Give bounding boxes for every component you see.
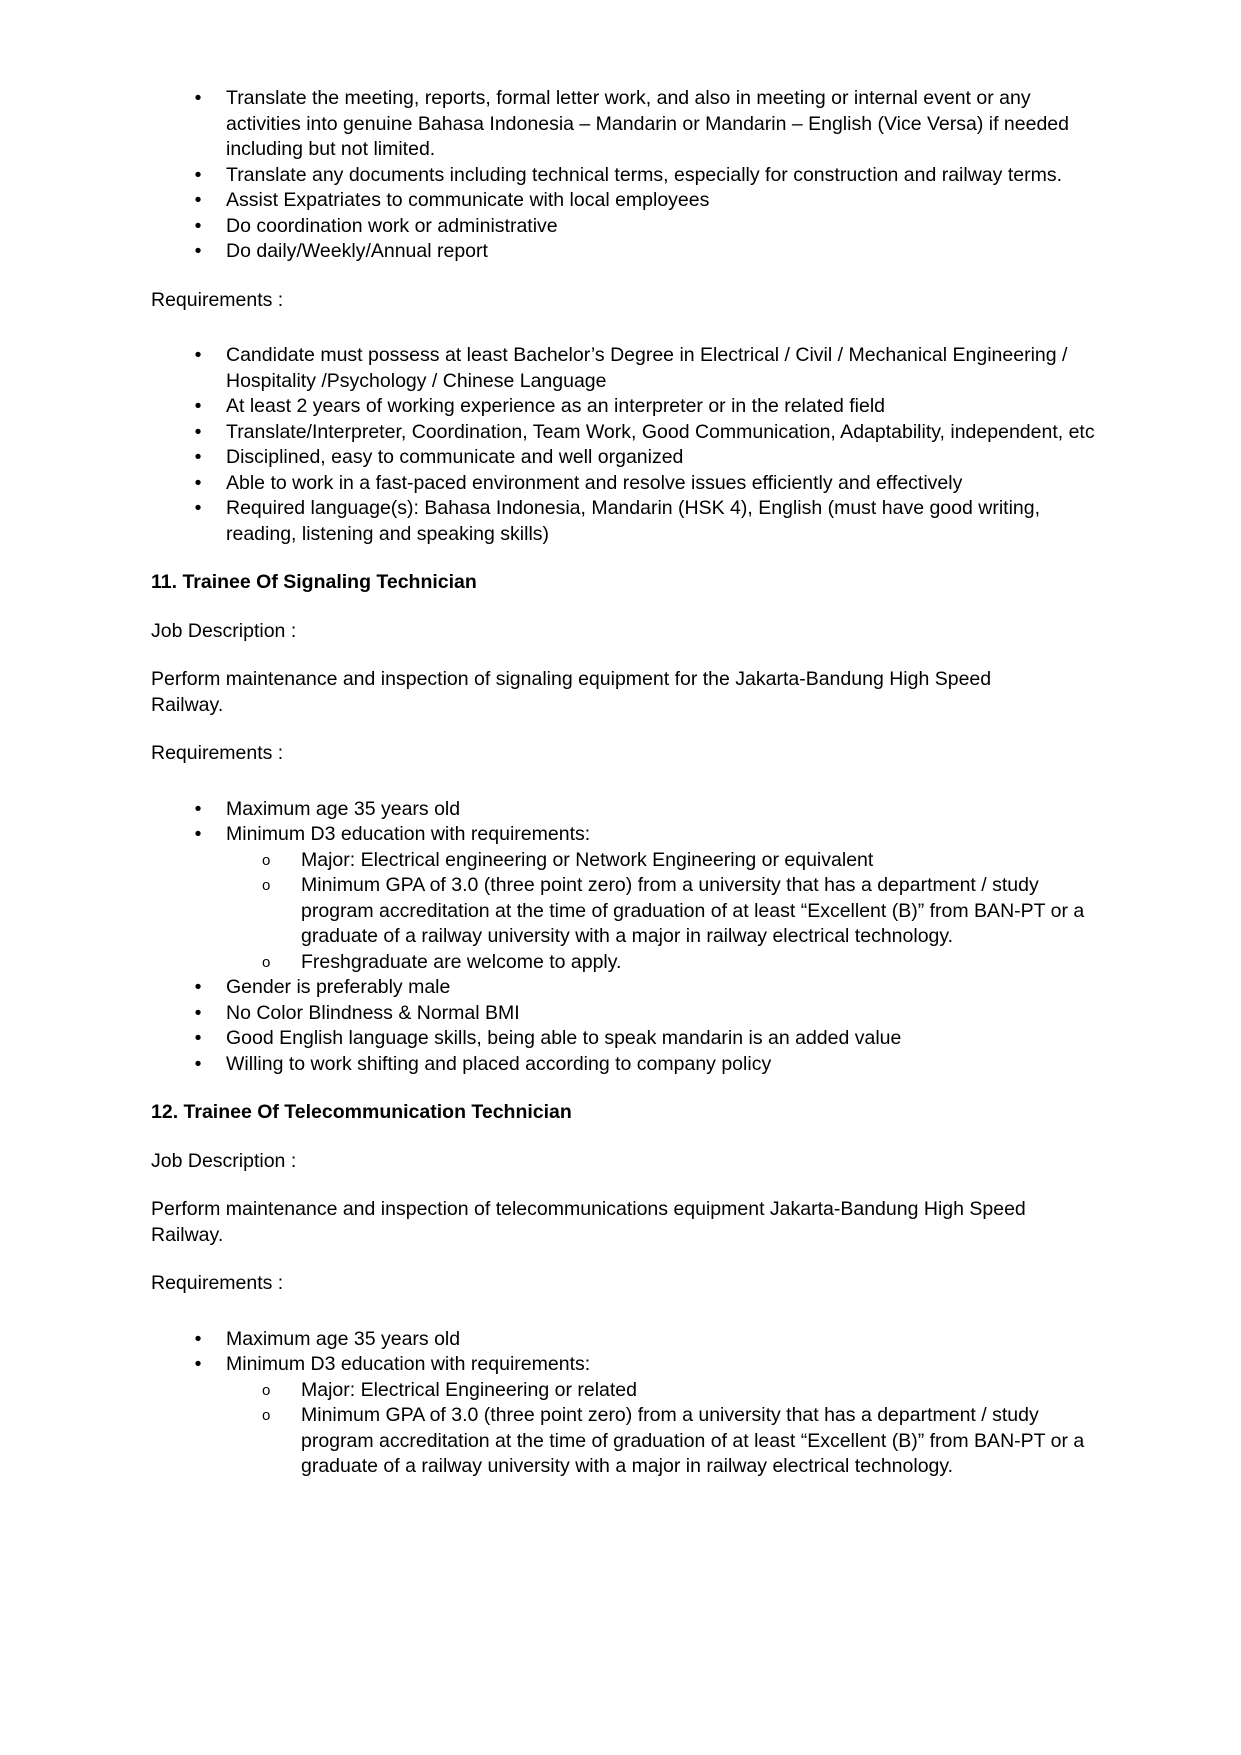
sub-list-item: o Freshgraduate are welcome to apply. bbox=[151, 950, 1101, 976]
requirements-label: Requirements : bbox=[151, 1272, 284, 1294]
list-item: • Minimum D3 education with requirements: o Major: Electrical engineering or Network Engineering or equivalent o Minimum GPA of 3.0 (three point zero) from a university that has a department / study program accreditation at the time of graduation of at least “Excellent (B)” from BAN-PT or a graduate of a railway university with a major in railway electrical technology. o Freshgraduate are welcome to apply. bbox=[151, 822, 1101, 975]
bullet-icon: • bbox=[194, 420, 202, 443]
job-description-label: Job Description : bbox=[151, 619, 297, 642]
list-item: • Good English language skills, being able to speak mandarin is an added value bbox=[151, 1026, 1101, 1052]
requirements-label: Requirements : bbox=[151, 742, 284, 764]
circle-bullet-icon: o bbox=[262, 1381, 271, 1399]
list-item: • Translate/Interpreter, Coordination, Team Work, Good Communication, Adaptability, independent, etc bbox=[151, 420, 1101, 446]
bullet-icon: • bbox=[194, 87, 202, 109]
job-description-text: Perform maintenance and inspection of signaling equipment for the Jakarta-Bandung High Speed Railway. bbox=[151, 668, 992, 716]
section-11-title: 11. Trainee Of Signaling Technician bbox=[151, 571, 477, 593]
bullet-icon: • bbox=[194, 395, 202, 417]
bullet-icon: • bbox=[194, 471, 202, 494]
education-sub-list bbox=[226, 1378, 1101, 1480]
list-item: • At least 2 years of working experience as an interpreter or in the related field bbox=[151, 394, 1101, 420]
sub-list-item: o Major: Electrical Engineering or related bbox=[151, 1378, 1101, 1404]
sub-list-item: o Minimum GPA of 3.0 (three point zero) from a university that has a department / study program accreditation at the time of graduation of at least “Excellent (B)” from BAN-PT or a graduate of a railway university with a major in railway electrical technology. bbox=[262, 874, 1085, 947]
bullet-icon: • bbox=[194, 240, 202, 262]
list-item: • Translate any documents including technical terms, especially for construction and railway terms. bbox=[151, 163, 1101, 189]
list-item: • Required language(s): Bahasa Indonesia, Mandarin (HSK 4), English (must have good writing, reading, listening and speaking skills) bbox=[194, 497, 1041, 545]
interpreter-duties-list bbox=[151, 86, 1101, 265]
list-item: • Translate the meeting, reports, formal letter work, and also in meeting or internal event or any activities into genuine Bahasa Indonesia – Mandarin or Mandarin – English (Vice Versa) if needed including but not limited. bbox=[194, 87, 1069, 160]
bullet-icon: • bbox=[194, 163, 202, 186]
list-item: • Candidate must possess at least Bachelor’s Degree in Electrical / Civil / Mechanical Engineering / Hospitality /Psychology / Chinese Language bbox=[194, 344, 1068, 392]
bullet-icon: • bbox=[194, 797, 202, 820]
circle-bullet-icon: o bbox=[262, 953, 271, 971]
circle-bullet-icon: o bbox=[262, 877, 271, 894]
list-item: • Do coordination work or administrative bbox=[151, 214, 1101, 240]
bullet-icon: • bbox=[194, 976, 202, 998]
bullet-icon: • bbox=[194, 214, 202, 237]
section-12-requirements-list bbox=[151, 1327, 1101, 1480]
list-item: • Maximum age 35 years old bbox=[151, 1327, 1101, 1353]
list-item: • Do daily/Weekly/Annual report bbox=[151, 239, 1101, 265]
list-item: • Gender is preferably male bbox=[151, 975, 1101, 1001]
bullet-icon: • bbox=[194, 189, 202, 211]
education-sub-list bbox=[226, 848, 1101, 976]
circle-bullet-icon: o bbox=[262, 1407, 271, 1424]
bullet-icon: • bbox=[194, 1353, 202, 1375]
job-description-text: Perform maintenance and inspection of telecommunications equipment Jakarta-Bandung High Speed Railway. bbox=[151, 1198, 1026, 1246]
bullet-icon: • bbox=[194, 446, 202, 468]
bullet-icon: • bbox=[194, 1052, 202, 1075]
list-item: • Willing to work shifting and placed according to company policy bbox=[151, 1052, 1101, 1078]
bullet-icon: • bbox=[194, 1327, 202, 1350]
circle-bullet-icon: o bbox=[262, 851, 271, 869]
list-item: • Disciplined, easy to communicate and well organized bbox=[151, 445, 1101, 471]
section-12-title: 12. Trainee Of Telecommunication Technician bbox=[151, 1101, 572, 1123]
list-item: • Minimum D3 education with requirements: o Major: Electrical Engineering or related o Minimum GPA of 3.0 (three point zero) from a university that has a department / study program accreditation at the time of graduation of at least “Excellent (B)” from BAN-PT or a graduate of a railway university with a major in railway electrical technology. bbox=[151, 1352, 1101, 1480]
sub-list-item: o Minimum GPA of 3.0 (three point zero) from a university that has a department / study program accreditation at the time of graduation of at least “Excellent (B)” from BAN-PT or a graduate of a railway university with a major in railway electrical technology. bbox=[262, 1404, 1085, 1477]
bullet-icon: • bbox=[194, 823, 202, 845]
bullet-icon: • bbox=[194, 1027, 202, 1049]
section-11-requirements-list bbox=[151, 797, 1101, 1078]
document-page bbox=[151, 86, 1101, 1480]
list-item: • No Color Blindness & Normal BMI bbox=[151, 1001, 1101, 1027]
requirements-label: Requirements : bbox=[151, 288, 284, 311]
sub-list-item: o Major: Electrical engineering or Network Engineering or equivalent bbox=[151, 848, 1101, 874]
job-description-label: Job Description : bbox=[151, 1149, 297, 1172]
list-item: • Maximum age 35 years old bbox=[151, 797, 1101, 823]
list-item: • Able to work in a fast-paced environment and resolve issues efficiently and effectively bbox=[151, 471, 1101, 497]
bullet-icon: • bbox=[194, 497, 202, 519]
bullet-icon: • bbox=[194, 344, 202, 366]
interpreter-requirements-list bbox=[151, 343, 1101, 547]
bullet-icon: • bbox=[194, 1001, 202, 1024]
list-item: • Assist Expatriates to communicate with local employees bbox=[151, 188, 1101, 214]
